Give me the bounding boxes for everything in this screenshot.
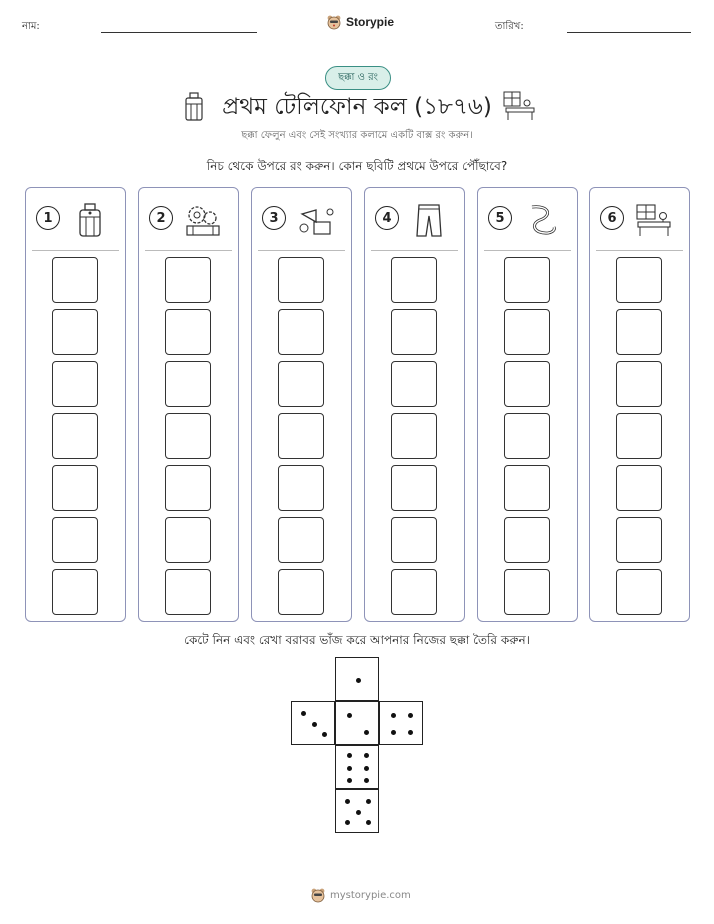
color-box[interactable] [616, 465, 662, 511]
color-box[interactable] [165, 309, 211, 355]
color-box[interactable] [165, 361, 211, 407]
footer [310, 887, 411, 903]
column-number: 2 [149, 206, 173, 230]
gears-machine-icon [183, 202, 223, 238]
color-box[interactable] [52, 517, 98, 563]
color-box[interactable] [278, 517, 324, 563]
color-box[interactable] [165, 569, 211, 615]
color-box[interactable] [504, 517, 550, 563]
die-pip [345, 799, 350, 804]
color-box[interactable] [278, 309, 324, 355]
color-box[interactable] [391, 257, 437, 303]
die-face-1 [335, 657, 379, 701]
color-box[interactable] [504, 257, 550, 303]
color-box[interactable] [391, 309, 437, 355]
color-box[interactable] [391, 413, 437, 459]
color-box[interactable] [278, 569, 324, 615]
column-number: 6 [600, 206, 624, 230]
die-pip [408, 713, 413, 718]
color-box[interactable] [616, 361, 662, 407]
die-pip [347, 713, 352, 718]
color-box[interactable] [616, 569, 662, 615]
die-face-5 [335, 789, 379, 833]
color-box[interactable] [391, 465, 437, 511]
subtitle: ছক্কা ফেলুন এবং সেই সংখ্যার কলামে একটি বাক্স রং করুন। [241, 130, 473, 141]
mascot-footer-icon [310, 887, 326, 903]
color-box[interactable] [504, 361, 550, 407]
color-box[interactable] [391, 361, 437, 407]
column-divider [371, 250, 458, 251]
color-box[interactable] [504, 569, 550, 615]
die-pip [347, 753, 352, 758]
die-pip [312, 722, 317, 727]
column-number: 1 [36, 206, 60, 230]
color-box[interactable] [504, 465, 550, 511]
die-face-4 [379, 701, 423, 745]
column-6 [589, 187, 690, 622]
die-pip [366, 820, 371, 825]
die-pip [356, 810, 361, 815]
column-divider [32, 250, 119, 251]
brand-name: Storypie [346, 15, 395, 29]
column-1 [25, 187, 126, 622]
color-box[interactable] [52, 465, 98, 511]
column-2 [138, 187, 239, 622]
column-number: 3 [262, 206, 286, 230]
color-box[interactable] [165, 517, 211, 563]
die-pip [301, 711, 306, 716]
name-line[interactable] [101, 32, 257, 33]
color-box[interactable] [504, 413, 550, 459]
color-box[interactable] [278, 257, 324, 303]
color-box[interactable] [616, 413, 662, 459]
die-pip [347, 766, 352, 771]
die-pip [364, 753, 369, 758]
color-box[interactable] [391, 569, 437, 615]
footer-url[interactable]: mystorypie.com [330, 889, 411, 901]
color-box[interactable] [52, 413, 98, 459]
color-box[interactable] [52, 361, 98, 407]
die-face-6 [335, 745, 379, 789]
workshop-desk-icon [634, 202, 674, 238]
die-pip [322, 732, 327, 737]
column-divider [596, 250, 683, 251]
gramophone-icon [296, 202, 336, 238]
color-box[interactable] [616, 517, 662, 563]
wire-icon [522, 202, 562, 238]
cut-instruction: কেটে নিন এবং রেখা বরাবর ভাঁজ করে আপনার নিজের ছক্কা তৈরি করুন। [184, 633, 530, 647]
color-box[interactable] [504, 309, 550, 355]
color-box[interactable] [165, 257, 211, 303]
instruction: নিচ থেকে উপরে রং করুন। কোন ছবিটি প্রথমে উপরে পৌঁছাবে? [206, 159, 508, 173]
color-box[interactable] [616, 309, 662, 355]
die-pip [345, 820, 350, 825]
color-box[interactable] [52, 309, 98, 355]
color-box[interactable] [52, 257, 98, 303]
column-4 [364, 187, 465, 622]
date-line[interactable] [567, 32, 691, 33]
color-box[interactable] [278, 413, 324, 459]
column-number: 4 [375, 206, 399, 230]
date-label: তারিখ: [495, 21, 524, 32]
color-box[interactable] [165, 413, 211, 459]
die-face-3 [291, 701, 335, 745]
color-box[interactable] [278, 465, 324, 511]
die-pip [364, 730, 369, 735]
brand-logo [326, 14, 394, 30]
color-box[interactable] [616, 257, 662, 303]
die-pip [408, 730, 413, 735]
name-label: নাম: [22, 21, 40, 32]
die-pip [347, 778, 352, 783]
column-3 [251, 187, 352, 622]
color-box[interactable] [391, 517, 437, 563]
column-divider [145, 250, 232, 251]
mascot-icon [326, 14, 342, 30]
column-number: 5 [488, 206, 512, 230]
die-pip [356, 678, 361, 683]
color-box[interactable] [52, 569, 98, 615]
workshop-title-icon [502, 90, 536, 122]
page-title: প্রথম টেলিফোন কল (১৮৭৬) [222, 94, 492, 120]
telephone-transmitter-icon [70, 202, 110, 238]
die-face-2 [335, 701, 379, 745]
die-pip [366, 799, 371, 804]
column-divider [258, 250, 345, 251]
die-pip [364, 778, 369, 783]
color-box[interactable] [278, 361, 324, 407]
category-pill: ছক্কা ও রং [325, 66, 391, 90]
column-5 [477, 187, 578, 622]
trousers-icon [409, 202, 449, 238]
die-pip [364, 766, 369, 771]
die-pip [391, 730, 396, 735]
column-divider [484, 250, 571, 251]
die-pip [391, 713, 396, 718]
color-box[interactable] [165, 465, 211, 511]
